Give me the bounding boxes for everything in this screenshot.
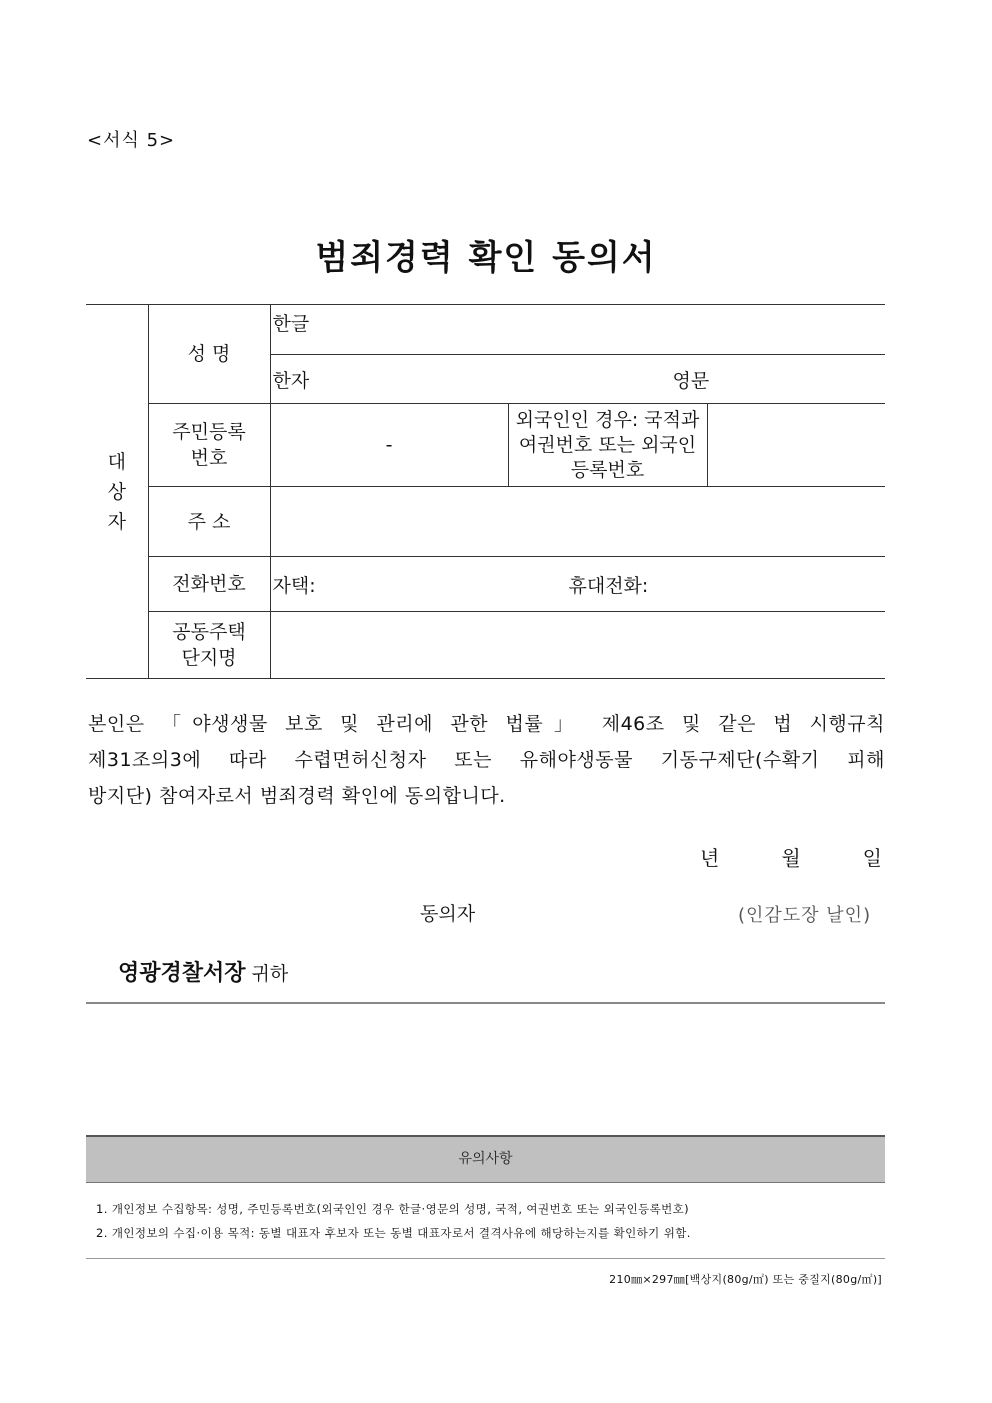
foreigner-no-field[interactable] (707, 404, 885, 487)
address-field[interactable] (270, 487, 885, 557)
addressee-name: 영광경찰서장 (118, 961, 246, 986)
list-item: 2. 개인정보의 수집·이용 목적: 동별 대표자 후보자 또는 동별 대표자로서 결격사유에 해당하는지를 확인하기 위함. (96, 1226, 691, 1240)
name-hanja-label: 한자 (272, 369, 310, 392)
resident-no-label: 주민등록 번호 (148, 404, 270, 487)
page-title: 범죄경력 확인 동의서 (315, 238, 657, 278)
agreement-text: 본인은 「야생생물 보호 및 관리에 관한 법률」 제46조 및 같은 법 시행규칙 제31조의3에 따라 수렵면허신청자 또는 유해야생동물 기동구제단(수확기 피해 방지단) 참여자로서 범죄경력 확인에 동의합니다. (88, 713, 885, 807)
addressee-suffix: 귀하 (251, 963, 289, 985)
foreigner-label: 외국인인 경우: 국적과 여권번호 또는 외국인 등록번호 (508, 404, 707, 487)
paper-spec: 210㎜×297㎜[백상지(80g/㎡) 또는 중질지(80g/㎡)] (609, 1273, 882, 1286)
phone-label: 전화번호 (148, 557, 270, 612)
name-korean-label: 한글 (272, 313, 310, 335)
name-label: 성 명 (148, 305, 270, 404)
resident-no-field[interactable]: - (270, 404, 508, 487)
notice-heading: 유의사항 (86, 1135, 885, 1183)
home-phone-label: 자택: (272, 574, 316, 597)
seal-note: (인감도장 날인) (738, 905, 872, 926)
divider (86, 1258, 885, 1259)
name-korean-field[interactable] (270, 305, 885, 355)
phone-field[interactable] (270, 557, 885, 612)
date-month: 월 (781, 846, 801, 870)
apartment-label: 공동주택 단지명 (148, 612, 270, 679)
date-year: 년 (700, 846, 720, 870)
date-day: 일 (862, 846, 882, 870)
mobile-phone-label: 휴대전화: (568, 574, 649, 597)
section-label: 대 상 자 (86, 305, 148, 679)
name-hanja-english-field[interactable] (270, 355, 885, 404)
date-line (700, 842, 882, 871)
addressee (118, 956, 288, 987)
divider (86, 1002, 885, 1004)
list-item: 1. 개인정보 수집항목: 성명, 주민등록번호(외국인인 경우 한글·영문의 성명, 국적, 여권번호 또는 외국인등록번호) (96, 1202, 690, 1216)
consenter-label: 동의자 (420, 903, 476, 925)
address-label: 주 소 (148, 487, 270, 557)
notice-list (96, 1197, 691, 1245)
form-number: <서식 5> (87, 130, 176, 151)
applicant-table (86, 304, 885, 679)
name-english-label: 영문 (672, 369, 710, 392)
apartment-field[interactable] (270, 612, 885, 679)
